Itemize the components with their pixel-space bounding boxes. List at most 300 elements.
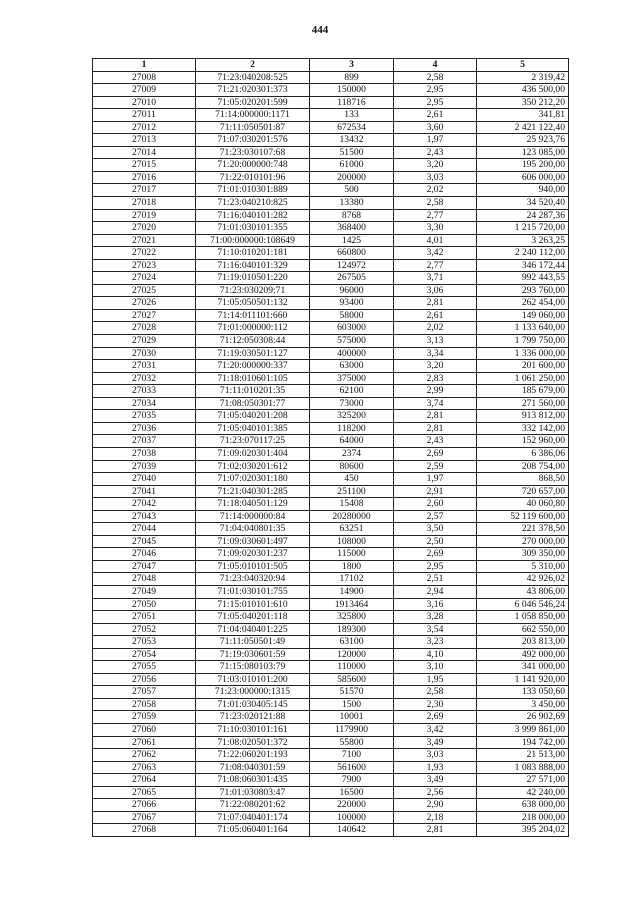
column-header-4: 4 [394,59,477,72]
cadastral-number-cell: 71:01:010301:889 [196,184,310,197]
area-cell: 62100 [310,385,394,398]
row-number-cell: 27013 [93,134,196,147]
row-number-cell: 27020 [93,222,196,235]
table-row [93,309,569,322]
cadastral-number-cell: 71:07:040401:174 [196,811,310,824]
rate-cell: 2,95 [394,96,477,109]
table-row [93,259,569,272]
value-cell: 1 215 720,00 [477,222,569,235]
table-row [93,335,569,348]
value-cell: 270 000,00 [477,535,569,548]
cadastral-number-cell: 71:08:060301:435 [196,774,310,787]
cadastral-number-cell: 71:03:010101:200 [196,673,310,686]
table-row [93,598,569,611]
column-header-5: 5 [477,59,569,72]
area-cell: 51500 [310,146,394,159]
value-cell: 436 500,00 [477,84,569,97]
row-number-cell: 27057 [93,686,196,699]
area-cell: 14900 [310,585,394,598]
row-number-cell: 27018 [93,197,196,210]
cadastral-number-cell: 71:00:000000:108649 [196,234,310,247]
cadastral-number-cell: 71:21:020301:373 [196,84,310,97]
rate-cell: 2,81 [394,297,477,310]
rate-cell: 3,10 [394,661,477,674]
row-number-cell: 27010 [93,96,196,109]
column-header-3: 3 [310,59,394,72]
row-number-cell: 27021 [93,234,196,247]
area-cell: 93400 [310,297,394,310]
cadastral-number-cell: 71:23:070117:25 [196,435,310,448]
area-cell: 585600 [310,673,394,686]
cadastral-number-cell: 71:11:050501:49 [196,636,310,649]
value-cell: 185 679,00 [477,385,569,398]
area-cell: 96000 [310,284,394,297]
table-row [93,385,569,398]
cadastral-number-cell: 71:09:030601:497 [196,535,310,548]
rate-cell: 4,10 [394,648,477,661]
table-row [93,322,569,335]
table-row [93,510,569,523]
area-cell: 575000 [310,335,394,348]
value-cell: 1 133 640,00 [477,322,569,335]
cadastral-number-cell: 71:23:040320:94 [196,573,310,586]
rate-cell: 2,02 [394,184,477,197]
value-cell: 3 450,00 [477,698,569,711]
area-cell: 124972 [310,259,394,272]
header-row [93,59,569,72]
value-cell: 27 571,00 [477,774,569,787]
value-cell: 6 386,06 [477,447,569,460]
row-number-cell: 27064 [93,774,196,787]
value-cell: 868,50 [477,473,569,486]
row-number-cell: 27023 [93,259,196,272]
rate-cell: 2,30 [394,698,477,711]
rate-cell: 2,77 [394,259,477,272]
row-number-cell: 27049 [93,585,196,598]
area-cell: 251100 [310,485,394,498]
cadastral-number-cell: 71:04:040401:225 [196,623,310,636]
value-cell: 341 000,00 [477,661,569,674]
cadastral-number-cell: 71:18:010601:105 [196,372,310,385]
table-row [93,698,569,711]
value-cell: 492 000,00 [477,648,569,661]
rate-cell: 2,43 [394,146,477,159]
cadastral-number-cell: 71:05:020201:599 [196,96,310,109]
row-number-cell: 27035 [93,410,196,423]
cadastral-number-cell: 71:23:030209:71 [196,284,310,297]
row-number-cell: 27019 [93,209,196,222]
area-cell: 118200 [310,422,394,435]
area-cell: 63000 [310,360,394,373]
value-cell: 133 050,60 [477,686,569,699]
rate-cell: 2,18 [394,811,477,824]
rate-cell: 2,60 [394,498,477,511]
row-number-cell: 27043 [93,510,196,523]
row-number-cell: 27055 [93,661,196,674]
rate-cell: 1,95 [394,673,477,686]
row-number-cell: 27067 [93,811,196,824]
table-row [93,109,569,122]
area-cell: 672534 [310,121,394,134]
cadastral-number-cell: 71:22:060201:193 [196,749,310,762]
area-cell: 500 [310,184,394,197]
row-number-cell: 27025 [93,284,196,297]
value-cell: 152 960,00 [477,435,569,448]
area-cell: 325800 [310,611,394,624]
cadastral-number-cell: 71:05:040201:118 [196,611,310,624]
cadastral-number-cell: 71:05:060401:164 [196,824,310,837]
row-number-cell: 27034 [93,397,196,410]
table-row [93,159,569,172]
rate-cell: 2,77 [394,209,477,222]
row-number-cell: 27056 [93,673,196,686]
value-cell: 395 204,02 [477,824,569,837]
table-header [93,59,569,72]
row-number-cell: 27062 [93,749,196,762]
value-cell: 34 520,40 [477,197,569,210]
cadastral-number-cell: 71:07:030201:576 [196,134,310,147]
table-row [93,723,569,736]
row-number-cell: 27048 [93,573,196,586]
table-row [93,209,569,222]
row-number-cell: 27039 [93,460,196,473]
value-cell: 25 923,76 [477,134,569,147]
rate-cell: 2,69 [394,711,477,724]
rate-cell: 2,81 [394,824,477,837]
row-number-cell: 27036 [93,422,196,435]
value-cell: 293 760,00 [477,284,569,297]
table-row [93,447,569,460]
row-number-cell: 27008 [93,71,196,84]
rate-cell: 2,58 [394,197,477,210]
area-cell: 1913464 [310,598,394,611]
row-number-cell: 27014 [93,146,196,159]
table-row [93,799,569,812]
value-cell: 638 000,00 [477,799,569,812]
value-cell: 2 421 122,40 [477,121,569,134]
area-cell: 108000 [310,535,394,548]
value-cell: 40 060,80 [477,498,569,511]
rate-cell: 2,57 [394,510,477,523]
row-number-cell: 27012 [93,121,196,134]
value-cell: 271 560,00 [477,397,569,410]
area-cell: 7900 [310,774,394,787]
cadastral-number-cell: 71:01:030405:145 [196,698,310,711]
rate-cell: 2,61 [394,109,477,122]
table-row [93,96,569,109]
value-cell: 26 902,69 [477,711,569,724]
value-cell: 913 812,00 [477,410,569,423]
table-row [93,284,569,297]
area-cell: 120000 [310,648,394,661]
table-row [93,435,569,448]
area-cell: 80600 [310,460,394,473]
cadastral-number-cell: 71:01:000000:112 [196,322,310,335]
rate-cell: 2,83 [394,372,477,385]
row-number-cell: 27027 [93,309,196,322]
row-number-cell: 27029 [93,335,196,348]
rate-cell: 3,49 [394,736,477,749]
cadastral-number-cell: 71:19:010501:220 [196,272,310,285]
area-cell: 8768 [310,209,394,222]
row-number-cell: 27009 [93,84,196,97]
row-number-cell: 27031 [93,360,196,373]
rate-cell: 1,97 [394,134,477,147]
area-cell: 73000 [310,397,394,410]
rate-cell: 3,30 [394,222,477,235]
value-cell: 2 319,42 [477,71,569,84]
row-number-cell: 27017 [93,184,196,197]
cadastral-number-cell: 71:11:010201:35 [196,385,310,398]
rate-cell: 3,23 [394,636,477,649]
row-number-cell: 27066 [93,799,196,812]
row-number-cell: 27016 [93,171,196,184]
cadastral-number-cell: 71:19:030501:127 [196,347,310,360]
area-cell: 150000 [310,84,394,97]
table-row [93,498,569,511]
rate-cell: 2,69 [394,548,477,561]
area-cell: 17102 [310,573,394,586]
rate-cell: 3,54 [394,623,477,636]
row-number-cell: 27044 [93,523,196,536]
table-row [93,272,569,285]
area-cell: 13432 [310,134,394,147]
value-cell: 42 240,00 [477,786,569,799]
value-cell: 194 742,00 [477,736,569,749]
cadastral-number-cell: 71:10:010201:181 [196,247,310,260]
cadastral-number-cell: 71:15:080103:79 [196,661,310,674]
area-cell: 200000 [310,171,394,184]
rate-cell: 3,34 [394,347,477,360]
rate-cell: 2,58 [394,71,477,84]
area-cell: 10001 [310,711,394,724]
rate-cell: 2,94 [394,585,477,598]
value-cell: 52 119 600,00 [477,510,569,523]
table-row [93,636,569,649]
table-row [93,234,569,247]
area-cell: 118716 [310,96,394,109]
area-cell: 55800 [310,736,394,749]
value-cell: 1 336 000,00 [477,347,569,360]
rate-cell: 3,49 [394,774,477,787]
area-cell: 400000 [310,347,394,360]
area-cell: 61000 [310,159,394,172]
cadastral-number-cell: 71:01:030101:755 [196,585,310,598]
cadastral-number-cell: 71:05:040201:208 [196,410,310,423]
rate-cell: 3,71 [394,272,477,285]
table-row [93,585,569,598]
value-cell: 1 083 888,00 [477,761,569,774]
row-number-cell: 27065 [93,786,196,799]
cadastral-number-cell: 71:16:040101:282 [196,209,310,222]
table-row [93,824,569,837]
row-number-cell: 27068 [93,824,196,837]
cadastral-number-cell: 71:07:020301:180 [196,473,310,486]
area-cell: 64000 [310,435,394,448]
rate-cell: 2,95 [394,560,477,573]
cadastral-number-cell: 71:22:080201:62 [196,799,310,812]
rate-cell: 2,91 [394,485,477,498]
cadastral-number-cell: 71:16:040101:329 [196,259,310,272]
value-cell: 201 600,00 [477,360,569,373]
area-cell: 450 [310,473,394,486]
area-cell: 20280000 [310,510,394,523]
table-row [93,560,569,573]
table-row [93,711,569,724]
table-row [93,184,569,197]
row-number-cell: 27063 [93,761,196,774]
table-row [93,171,569,184]
area-cell: 368400 [310,222,394,235]
row-number-cell: 27053 [93,636,196,649]
page-number: 444 [311,24,329,36]
value-cell: 43 806,00 [477,585,569,598]
table-row [93,410,569,423]
value-cell: 1 061 250,00 [477,372,569,385]
area-cell: 13380 [310,197,394,210]
rate-cell: 2,81 [394,422,477,435]
rate-cell: 2,61 [394,309,477,322]
area-cell: 140642 [310,824,394,837]
value-cell: 350 212,20 [477,96,569,109]
cadastral-number-cell: 71:23:040208:525 [196,71,310,84]
table-row [93,611,569,624]
table-body [93,71,569,836]
rate-cell: 3,60 [394,121,477,134]
rate-cell: 2,02 [394,322,477,335]
rate-cell: 3,03 [394,171,477,184]
row-number-cell: 27015 [93,159,196,172]
cadastral-number-cell: 71:14:000000:84 [196,510,310,523]
row-number-cell: 27061 [93,736,196,749]
value-cell: 662 550,00 [477,623,569,636]
row-number-cell: 27028 [93,322,196,335]
value-cell: 221 378,50 [477,523,569,536]
rate-cell: 3,20 [394,159,477,172]
value-cell: 21 513,00 [477,749,569,762]
value-cell: 42 926,02 [477,573,569,586]
rate-cell: 3,03 [394,749,477,762]
cadastral-number-cell: 71:15:010101:610 [196,598,310,611]
table-row [93,347,569,360]
area-cell: 63100 [310,636,394,649]
table-row [93,247,569,260]
cadastral-value-table [92,58,569,837]
cadastral-number-cell: 71:10:030101:161 [196,723,310,736]
cadastral-number-cell: 71:02:030201:612 [196,460,310,473]
cadastral-number-cell: 71:08:050301:77 [196,397,310,410]
cadastral-number-cell: 71:05:010101:505 [196,560,310,573]
cadastral-number-cell: 71:20:000000:748 [196,159,310,172]
rate-cell: 2,43 [394,435,477,448]
cadastral-number-cell: 71:05:040101:385 [196,422,310,435]
row-number-cell: 27046 [93,548,196,561]
cadastral-number-cell: 71:09:020301:404 [196,447,310,460]
rate-cell: 2,90 [394,799,477,812]
row-number-cell: 27033 [93,385,196,398]
rate-cell: 2,59 [394,460,477,473]
cadastral-number-cell: 71:14:000000:1171 [196,109,310,122]
cadastral-number-cell: 71:12:050308:44 [196,335,310,348]
row-number-cell: 27052 [93,623,196,636]
cadastral-number-cell: 71:21:040301:285 [196,485,310,498]
row-number-cell: 27051 [93,611,196,624]
table-row [93,134,569,147]
cadastral-number-cell: 71:23:000000:1315 [196,686,310,699]
table-row [93,146,569,159]
area-cell: 189300 [310,623,394,636]
rate-cell: 1,93 [394,761,477,774]
table-row [93,623,569,636]
table-row [93,84,569,97]
table-row [93,736,569,749]
column-header-2: 2 [196,59,310,72]
value-cell: 3 263,25 [477,234,569,247]
area-cell: 7100 [310,749,394,762]
area-cell: 267505 [310,272,394,285]
area-cell: 603000 [310,322,394,335]
table-row [93,573,569,586]
value-cell: 606 000,00 [477,171,569,184]
area-cell: 1425 [310,234,394,247]
area-cell: 1179900 [310,723,394,736]
area-cell: 899 [310,71,394,84]
rate-cell: 2,58 [394,686,477,699]
cadastral-number-cell: 71:04:040801:35 [196,523,310,536]
value-cell: 341,81 [477,109,569,122]
area-cell: 325200 [310,410,394,423]
row-number-cell: 27024 [93,272,196,285]
table-row [93,749,569,762]
cadastral-number-cell: 71:08:020501:372 [196,736,310,749]
row-number-cell: 27045 [93,535,196,548]
area-cell: 15408 [310,498,394,511]
area-cell: 133 [310,109,394,122]
table-row [93,372,569,385]
cadastral-number-cell: 71:11:050501:87 [196,121,310,134]
table-row [93,297,569,310]
value-cell: 3 999 861,00 [477,723,569,736]
row-number-cell: 27059 [93,711,196,724]
area-cell: 51570 [310,686,394,699]
row-number-cell: 27037 [93,435,196,448]
area-cell: 1800 [310,560,394,573]
area-cell: 375000 [310,372,394,385]
area-cell: 110000 [310,661,394,674]
row-number-cell: 27026 [93,297,196,310]
table-row [93,523,569,536]
area-cell: 1500 [310,698,394,711]
table-row [93,121,569,134]
rate-cell: 3,06 [394,284,477,297]
cadastral-number-cell: 71:01:030101:355 [196,222,310,235]
rate-cell: 3,50 [394,523,477,536]
value-cell: 309 350,00 [477,548,569,561]
rate-cell: 3,28 [394,611,477,624]
value-cell: 208 754,00 [477,460,569,473]
table-row [93,197,569,210]
area-cell: 16500 [310,786,394,799]
area-cell: 100000 [310,811,394,824]
table-row [93,673,569,686]
table-row [93,661,569,674]
value-cell: 2 240 112,00 [477,247,569,260]
row-number-cell: 27011 [93,109,196,122]
value-cell: 332 142,00 [477,422,569,435]
area-cell: 2374 [310,447,394,460]
cadastral-number-cell: 71:05:050501:132 [196,297,310,310]
table-row [93,686,569,699]
